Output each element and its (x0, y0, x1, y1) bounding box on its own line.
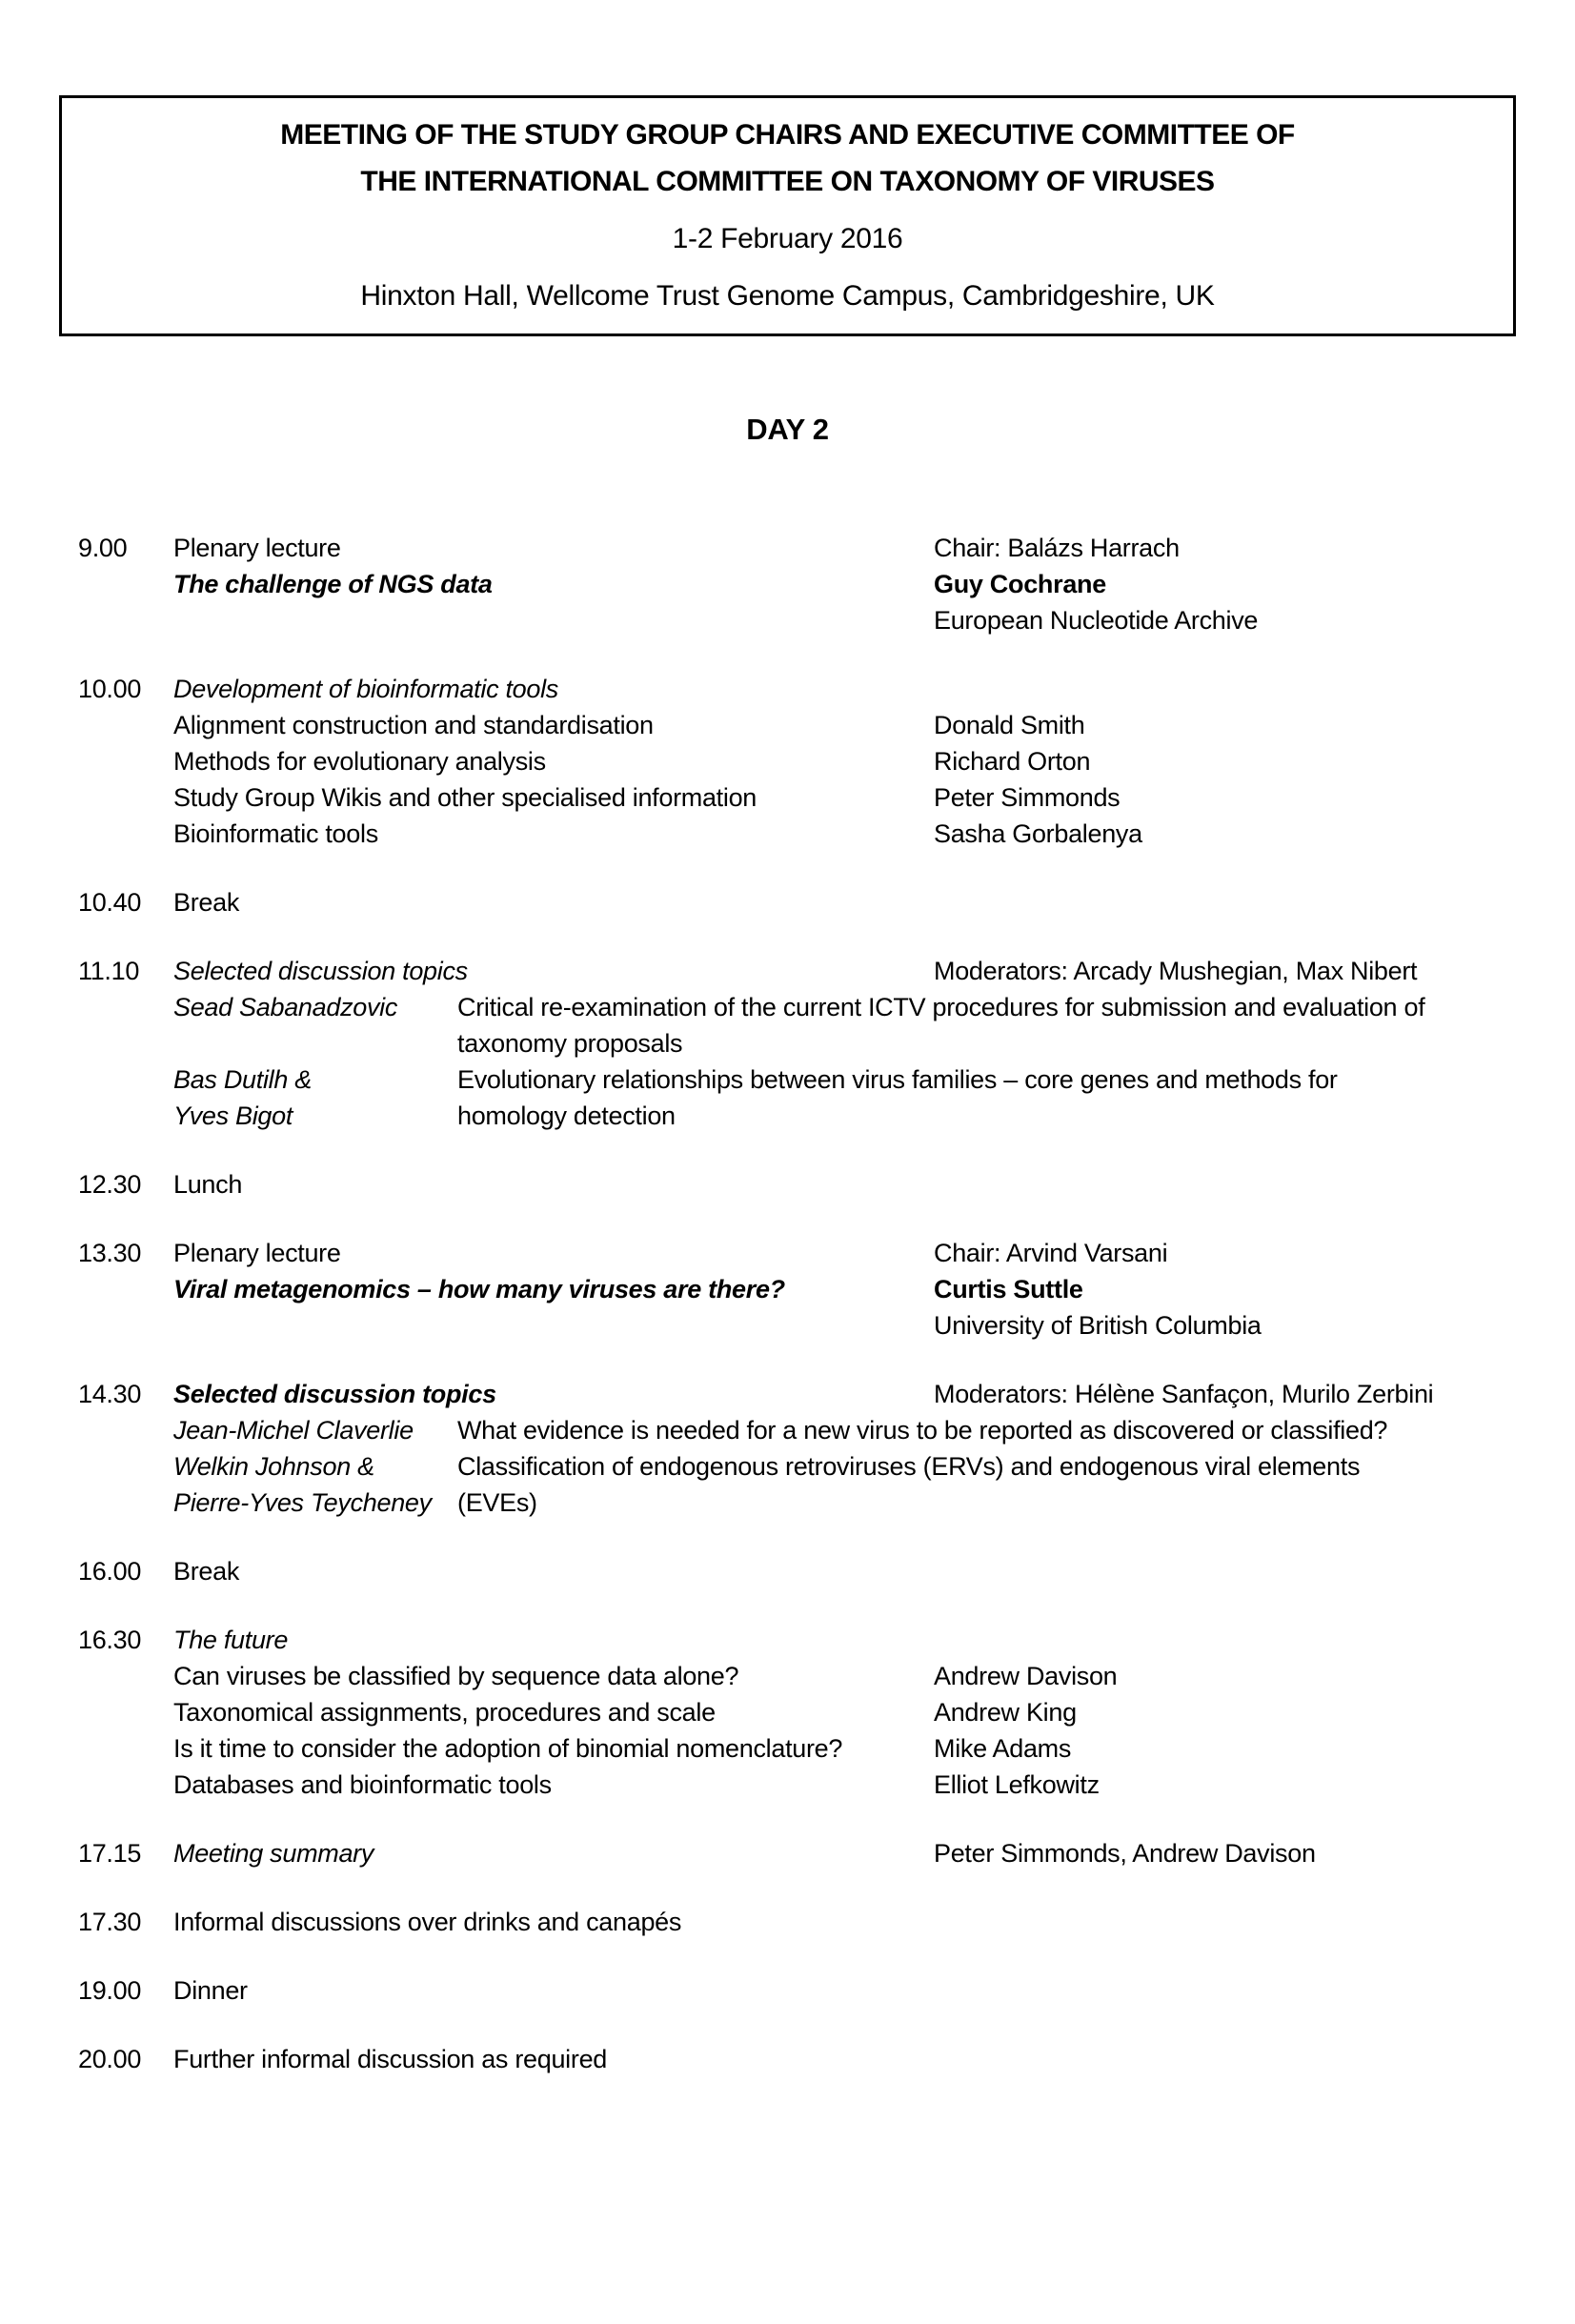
session-1630 (78, 1622, 1537, 1803)
agenda-item (78, 1658, 1537, 1694)
session-title: Plenary lecture (173, 1239, 341, 1267)
discussion-entry (78, 989, 1537, 1061)
topic-text: Methods for evolutionary analysis (173, 747, 546, 776)
discussion-topic: (EVEs) (457, 1488, 537, 1517)
presenter-name: Donald Smith (934, 711, 1085, 739)
session-1040 (78, 884, 1537, 920)
agenda-item (78, 779, 1537, 816)
session-1430 (78, 1376, 1537, 1521)
time-value: 14.30 (78, 1380, 142, 1408)
session-people (934, 1235, 1537, 1344)
time-label (78, 530, 173, 638)
session-1730 (78, 1904, 1537, 1940)
time-value: 13.30 (78, 1239, 142, 1267)
meeting-title-line1: MEETING OF THE STUDY GROUP CHAIRS AND EXECUTIVE COMMITTEE OF (280, 119, 1295, 151)
presenter-name: Richard Orton (934, 747, 1091, 776)
session-content (173, 530, 934, 638)
meeting-date: 1-2 February 2016 (672, 223, 903, 254)
presenter-name: Peter Simmonds (934, 783, 1121, 812)
agenda-item (78, 1694, 1537, 1730)
chair-name: Chair: Balázs Harrach (934, 534, 1180, 562)
session-title: Dinner (173, 1976, 248, 2005)
presenter-name: Peter Simmonds, Andrew Davison (934, 1839, 1316, 1868)
session-title: Lunch (173, 1170, 243, 1199)
speaker-name: Guy Cochrane (934, 570, 1106, 598)
presenter-name: Andrew Davison (934, 1662, 1118, 1690)
discussion-entry (78, 1061, 1537, 1134)
agenda-item (78, 1767, 1537, 1803)
schedule (0, 530, 1575, 2077)
agenda-item (78, 707, 1537, 743)
session-title: Break (173, 888, 240, 917)
day-title: DAY 2 (746, 413, 829, 446)
discussion-entry (78, 1448, 1537, 1521)
discussion-speaker: Jean-Michel Claverlie (173, 1416, 414, 1445)
speaker-name: Curtis Suttle (934, 1275, 1083, 1303)
session-title: The future (173, 1626, 289, 1654)
discussion-speaker: Welkin Johnson & (173, 1452, 374, 1481)
session-1900 (78, 1972, 1537, 2009)
presenter-name: Mike Adams (934, 1734, 1072, 1763)
moderators: Moderators: Hélène Sanfaçon, Murilo Zerbini (934, 1380, 1434, 1408)
topic-text: Bioinformatic tools (173, 819, 378, 848)
agenda-item (78, 743, 1537, 779)
time-value: 17.15 (78, 1839, 142, 1868)
agenda-page (0, 95, 1575, 2324)
agenda-item (78, 816, 1537, 852)
discussion-speaker: Yves Bigot (173, 1101, 293, 1130)
session-title: Selected discussion topics (173, 957, 468, 985)
presenter-name: Elliot Lefkowitz (934, 1770, 1100, 1799)
time-value: 16.30 (78, 1626, 142, 1654)
presenter-name: Andrew King (934, 1698, 1077, 1727)
session-1000 (78, 671, 1537, 852)
time-value: 11.10 (78, 957, 140, 985)
session-1715 (78, 1835, 1537, 1871)
discussion-topic: What evidence is needed for a new virus to be reported as discovered or classified? (457, 1416, 1388, 1445)
topic-text: Is it time to consider the adoption of binomial nomenclature? (173, 1734, 843, 1763)
discussion-speaker: Sead Sabanadzovic (173, 993, 398, 1021)
session-title: Development of bioinformatic tools (173, 675, 559, 703)
session-1110 (78, 953, 1537, 1134)
topic-text: Alignment construction and standardisation (173, 711, 654, 739)
topic-text: Databases and bioinformatic tools (173, 1770, 552, 1799)
meeting-venue: Hinxton Hall, Wellcome Trust Genome Campus, Cambridgeshire, UK (360, 280, 1215, 312)
discussion-topic: Critical re-examination of the current ICTV procedures for submission and evaluation of (457, 993, 1425, 1021)
session-2000 (78, 2041, 1537, 2077)
time-value: 9.00 (78, 534, 128, 562)
topic-text: Can viruses be classified by sequence data alone? (173, 1662, 739, 1690)
topic-text: Taxonomical assignments, procedures and scale (173, 1698, 716, 1727)
session-title: Further informal discussion as required (173, 2045, 607, 2073)
chair-name: Chair: Arvind Varsani (934, 1239, 1168, 1267)
speaker-affiliation: University of British Columbia (934, 1311, 1262, 1340)
discussion-entry (78, 1412, 1537, 1448)
time-value: 10.40 (78, 888, 142, 917)
time-value: 19.00 (78, 1976, 142, 2005)
time-label (78, 1235, 173, 1344)
moderators: Moderators: Arcady Mushegian, Max Nibert (934, 957, 1418, 985)
session-title: Informal discussions over drinks and canapés (173, 1908, 682, 1936)
speaker-affiliation: European Nucleotide Archive (934, 606, 1259, 635)
session-title: Selected discussion topics (173, 1380, 496, 1408)
header-box (59, 95, 1516, 336)
session-people (934, 530, 1537, 638)
discussion-topic: homology detection (457, 1101, 676, 1130)
time-value: 17.30 (78, 1908, 142, 1936)
time-value: 16.00 (78, 1557, 142, 1586)
session-1330 (78, 1235, 1537, 1344)
session-1600 (78, 1553, 1537, 1589)
discussion-topic: Evolutionary relationships between virus families – core genes and methods for (457, 1065, 1338, 1094)
time-value: 10.00 (78, 675, 142, 703)
session-title: Plenary lecture (173, 534, 341, 562)
lecture-title: The challenge of NGS data (173, 570, 493, 598)
discussion-topic: Classification of endogenous retroviruses (ERVs) and endogenous viral elements (457, 1452, 1361, 1481)
discussion-speaker: Bas Dutilh & (173, 1065, 312, 1094)
discussion-topic: taxonomy proposals (457, 1029, 683, 1058)
time-value: 20.00 (78, 2045, 142, 2073)
session-title: Meeting summary (173, 1839, 374, 1868)
topic-text: Study Group Wikis and other specialised information (173, 783, 757, 812)
time-value: 12.30 (78, 1170, 142, 1199)
discussion-speaker: Pierre-Yves Teycheney (173, 1488, 432, 1517)
session-title: Break (173, 1557, 240, 1586)
agenda-item (78, 1730, 1537, 1767)
session-1230 (78, 1166, 1537, 1202)
session-content (173, 1235, 934, 1344)
lecture-title: Viral metagenomics – how many viruses are there? (173, 1275, 785, 1303)
session-0900 (78, 530, 1537, 638)
meeting-title-line2: THE INTERNATIONAL COMMITTEE ON TAXONOMY OF VIRUSES (360, 166, 1215, 197)
presenter-name: Sasha Gorbalenya (934, 819, 1142, 848)
